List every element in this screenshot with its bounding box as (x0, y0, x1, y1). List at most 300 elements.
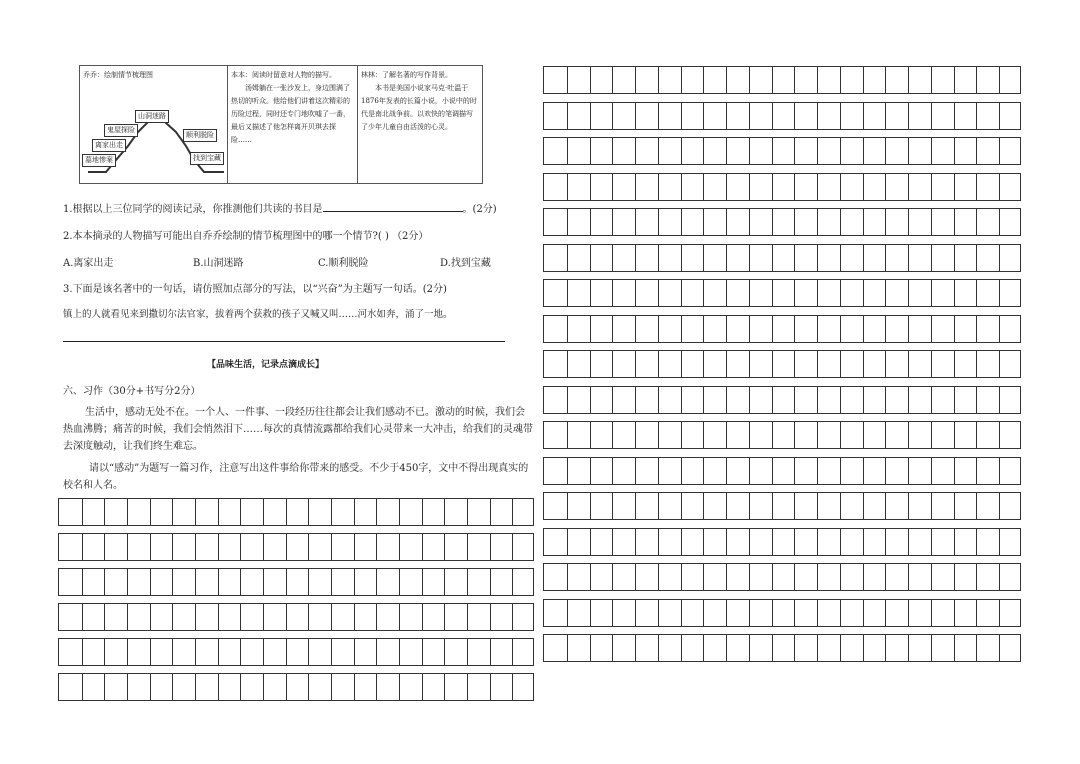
grid-cell-divider (954, 103, 955, 129)
grid-cell-divider (286, 499, 287, 525)
grid-cell-divider (354, 534, 355, 560)
grid-cell-divider (908, 564, 909, 590)
grid-cell-divider (354, 499, 355, 525)
grid-cell-divider (681, 458, 682, 484)
grid-cell-divider (376, 569, 377, 595)
grid-cell-divider (772, 422, 773, 448)
grid-cell-divider (794, 387, 795, 413)
grid-cell-divider (840, 209, 841, 235)
writing-grid-left[interactable] (58, 498, 534, 704)
grid-cell-divider (954, 422, 955, 448)
grid-cell-divider (195, 604, 196, 630)
grid-cell-divider (127, 534, 128, 560)
grid-cell-divider (308, 639, 309, 665)
grid-cell-divider (104, 674, 105, 700)
grid-cell-divider (567, 209, 568, 235)
grid-cell-divider (467, 604, 468, 630)
plot-label-graveyard: 墓地惨案 (82, 154, 116, 167)
grid-row[interactable] (58, 498, 534, 526)
grid-cell-divider (749, 422, 750, 448)
grid-cell-divider (590, 280, 591, 306)
grid-cell-divider (931, 458, 932, 484)
grid-cell-divider (658, 564, 659, 590)
grid-cell-divider (703, 458, 704, 484)
grid-cell-divider (749, 209, 750, 235)
grid-cell-divider (863, 316, 864, 342)
grid-cell-divider (263, 604, 264, 630)
grid-cell-divider (817, 245, 818, 271)
grid-cell-divider (567, 635, 568, 661)
grid-cell-divider (681, 174, 682, 200)
grid-cell-divider (817, 138, 818, 164)
grid-row[interactable] (58, 568, 534, 596)
grid-cell-divider (354, 639, 355, 665)
grid-cell-divider (817, 103, 818, 129)
grid-cell-divider (931, 245, 932, 271)
grid-row[interactable] (543, 492, 1021, 520)
grid-cell-divider (954, 351, 955, 377)
grid-cell-divider (703, 351, 704, 377)
grid-cell-divider (635, 280, 636, 306)
grid-cell-divider (794, 564, 795, 590)
grid-row[interactable] (543, 457, 1021, 485)
grid-cell-divider (354, 674, 355, 700)
option-d: D.找到宝藏 (440, 258, 491, 269)
grid-cell-divider (104, 569, 105, 595)
grid-cell-divider (703, 245, 704, 271)
grid-cell-divider (218, 639, 219, 665)
grid-cell-divider (817, 529, 818, 555)
grid-cell-divider (612, 245, 613, 271)
grid-cell-divider (954, 635, 955, 661)
grid-cell-divider (590, 174, 591, 200)
grid-cell-divider (863, 174, 864, 200)
grid-cell-divider (908, 280, 909, 306)
grid-cell-divider (885, 351, 886, 377)
grid-cell-divider (772, 493, 773, 519)
grid-cell-divider (931, 138, 932, 164)
grid-cell-divider (150, 674, 151, 700)
grid-cell-divider (794, 458, 795, 484)
grid-cell-divider (512, 534, 513, 560)
grid-cell-divider (635, 316, 636, 342)
grid-cell-divider (612, 564, 613, 590)
grid-cell-divider (749, 67, 750, 93)
grid-cell-divider (127, 499, 128, 525)
character-note-text: 汤姆躺在一张沙发上，身边围满了热切的听众。他给他们讲着这次精彩的历险过程，同时还专门地吹嘘了一番，最后又描述了他怎样离开贝琪去探险…… (231, 84, 350, 144)
grid-cell-divider (840, 564, 841, 590)
grid-cell-divider (376, 534, 377, 560)
grid-cell-divider (658, 529, 659, 555)
question-2: 2.本本摘录的人物描写可能出自乔乔绘制的情节梳理图中的哪一个情节?( ) （2分） (63, 231, 429, 242)
grid-cell-divider (794, 67, 795, 93)
question-3-quote: 镇上的人就看见来到撒切尔法官家，拔着两个获救的孩子又喊又叫……河水如奔，涌了一地。 (63, 309, 453, 320)
grid-cell-divider (331, 499, 332, 525)
grid-cell-divider (376, 604, 377, 630)
grid-cell-divider (590, 387, 591, 413)
grid-cell-divider (490, 639, 491, 665)
grid-cell-divider (931, 493, 932, 519)
grid-cell-divider (331, 639, 332, 665)
grid-cell-divider (376, 674, 377, 700)
grid-cell-divider (772, 138, 773, 164)
grid-row[interactable] (543, 279, 1021, 307)
grid-cell-divider (681, 635, 682, 661)
grid-row[interactable] (543, 66, 1021, 94)
grid-cell-divider (703, 635, 704, 661)
grid-cell-divider (703, 138, 704, 164)
grid-cell-divider (567, 529, 568, 555)
grid-cell-divider (908, 103, 909, 129)
grid-cell-divider (635, 422, 636, 448)
grid-cell-divider (218, 604, 219, 630)
grid-cell-divider (681, 387, 682, 413)
grid-cell-divider (490, 674, 491, 700)
grid-cell-divider (863, 422, 864, 448)
grid-cell-divider (976, 529, 977, 555)
grid-cell-divider (612, 600, 613, 626)
grid-row[interactable] (543, 208, 1021, 236)
grid-cell-divider (863, 245, 864, 271)
grid-cell-divider (749, 493, 750, 519)
grid-cell-divider (954, 245, 955, 271)
grid-cell-divider (840, 422, 841, 448)
grid-cell-divider (908, 600, 909, 626)
grid-cell-divider (590, 529, 591, 555)
grid-cell-divider (590, 600, 591, 626)
grid-row[interactable] (543, 421, 1021, 449)
grid-cell-divider (772, 103, 773, 129)
grid-cell-divider (635, 351, 636, 377)
grid-cell-divider (840, 138, 841, 164)
grid-cell-divider (863, 103, 864, 129)
grid-cell-divider (681, 564, 682, 590)
question-1-text: 1.根据以上三位同学的阅读记录，你推测他们共读的书目是 (63, 204, 323, 215)
grid-cell-divider (976, 493, 977, 519)
grid-cell-divider (467, 674, 468, 700)
grid-cell-divider (127, 569, 128, 595)
grid-cell-divider (331, 674, 332, 700)
grid-cell-divider (817, 422, 818, 448)
question-3-answer-line[interactable] (63, 341, 505, 342)
grid-cell-divider (794, 174, 795, 200)
grid-cell-divider (150, 534, 151, 560)
grid-cell-divider (467, 569, 468, 595)
grid-row[interactable] (543, 244, 1021, 272)
grid-row[interactable] (543, 350, 1021, 378)
grid-cell-divider (308, 534, 309, 560)
grid-cell-divider (658, 103, 659, 129)
grid-cell-divider (794, 280, 795, 306)
grid-cell-divider (976, 103, 977, 129)
grid-row[interactable] (58, 673, 534, 701)
grid-cell-divider (863, 493, 864, 519)
grid-cell-divider (612, 67, 613, 93)
grid-cell-divider (82, 639, 83, 665)
grid-cell-divider (931, 387, 932, 413)
grid-cell-divider (512, 639, 513, 665)
grid-cell-divider (150, 639, 151, 665)
grid-cell-divider (658, 138, 659, 164)
grid-cell-divider (490, 569, 491, 595)
grid-cell-divider (726, 387, 727, 413)
grid-cell-divider (908, 493, 909, 519)
grid-cell-divider (635, 600, 636, 626)
grid-cell-divider (999, 103, 1000, 129)
grid-cell-divider (863, 209, 864, 235)
grid-cell-divider (726, 67, 727, 93)
grid-cell-divider (772, 564, 773, 590)
grid-cell-divider (286, 639, 287, 665)
grid-cell-divider (885, 280, 886, 306)
grid-cell-divider (976, 351, 977, 377)
grid-cell-divider (590, 316, 591, 342)
grid-cell-divider (794, 245, 795, 271)
grid-cell-divider (512, 569, 513, 595)
grid-cell-divider (840, 103, 841, 129)
grid-cell-divider (240, 604, 241, 630)
grid-cell-divider (954, 529, 955, 555)
grid-row[interactable] (543, 315, 1021, 343)
grid-cell-divider (422, 639, 423, 665)
question-1-answer-blank[interactable] (323, 211, 463, 212)
grid-cell-divider (908, 138, 909, 164)
grid-cell-divider (976, 635, 977, 661)
grid-cell-divider (794, 103, 795, 129)
grid-cell-divider (885, 529, 886, 555)
grid-cell-divider (726, 138, 727, 164)
grid-cell-divider (240, 569, 241, 595)
grid-cell-divider (999, 280, 1000, 306)
grid-cell-divider (726, 245, 727, 271)
grid-cell-divider (726, 316, 727, 342)
grid-cell-divider (885, 138, 886, 164)
grid-cell-divider (567, 387, 568, 413)
grid-cell-divider (422, 534, 423, 560)
grid-cell-divider (976, 422, 977, 448)
grid-cell-divider (240, 639, 241, 665)
plot-map-cell (80, 66, 228, 183)
grid-row[interactable] (58, 533, 534, 561)
grid-cell-divider (376, 639, 377, 665)
grid-cell-divider (999, 209, 1000, 235)
grid-cell-divider (772, 635, 773, 661)
grid-cell-divider (817, 174, 818, 200)
grid-cell-divider (817, 67, 818, 93)
grid-cell-divider (885, 209, 886, 235)
grid-row[interactable] (543, 599, 1021, 627)
grid-cell-divider (658, 600, 659, 626)
grid-cell-divider (703, 529, 704, 555)
grid-cell-divider (772, 529, 773, 555)
grid-cell-divider (772, 458, 773, 484)
grid-cell-divider (885, 387, 886, 413)
grid-cell-divider (749, 174, 750, 200)
grid-row[interactable] (543, 563, 1021, 591)
grid-cell-divider (612, 103, 613, 129)
grid-cell-divider (999, 635, 1000, 661)
grid-cell-divider (590, 458, 591, 484)
grid-cell-divider (976, 564, 977, 590)
grid-cell-divider (931, 600, 932, 626)
grid-cell-divider (567, 600, 568, 626)
grid-cell-divider (590, 351, 591, 377)
grid-cell-divider (422, 569, 423, 595)
grid-cell-divider (976, 245, 977, 271)
grid-cell-divider (931, 635, 932, 661)
grid-cell-divider (954, 280, 955, 306)
grid-cell-divider (308, 499, 309, 525)
grid-cell-divider (908, 209, 909, 235)
grid-cell-divider (331, 534, 332, 560)
grid-cell-divider (954, 67, 955, 93)
grid-cell-divider (931, 174, 932, 200)
grid-cell-divider (908, 387, 909, 413)
grid-cell-divider (703, 387, 704, 413)
grid-cell-divider (172, 534, 173, 560)
grid-cell-divider (931, 422, 932, 448)
grid-cell-divider (590, 635, 591, 661)
grid-cell-divider (999, 422, 1000, 448)
grid-cell-divider (726, 174, 727, 200)
grid-cell-divider (908, 458, 909, 484)
grid-cell-divider (749, 316, 750, 342)
grid-cell-divider (590, 564, 591, 590)
grid-cell-divider (567, 493, 568, 519)
grid-cell-divider (999, 174, 1000, 200)
grid-cell-divider (863, 280, 864, 306)
grid-row[interactable] (58, 603, 534, 631)
writing-grid-right[interactable] (543, 66, 1021, 669)
grid-cell-divider (931, 280, 932, 306)
grid-cell-divider (82, 674, 83, 700)
grid-cell-divider (976, 138, 977, 164)
grid-cell-divider (703, 422, 704, 448)
grid-row[interactable] (58, 638, 534, 666)
grid-cell-divider (612, 316, 613, 342)
grid-cell-divider (658, 316, 659, 342)
grid-cell-divider (590, 422, 591, 448)
grid-cell-divider (612, 138, 613, 164)
grid-cell-divider (681, 67, 682, 93)
grid-cell-divider (749, 280, 750, 306)
grid-cell-divider (444, 534, 445, 560)
grid-cell-divider (567, 103, 568, 129)
grid-cell-divider (772, 316, 773, 342)
grid-cell-divider (794, 600, 795, 626)
grid-cell-divider (172, 569, 173, 595)
grid-cell-divider (590, 209, 591, 235)
option-c: C.顺利脱险 (318, 258, 369, 269)
grid-cell-divider (444, 639, 445, 665)
grid-cell-divider (908, 316, 909, 342)
grid-row[interactable] (543, 102, 1021, 130)
grid-cell-divider (794, 529, 795, 555)
grid-cell-divider (726, 493, 727, 519)
grid-row[interactable] (543, 137, 1021, 165)
grid-cell-divider (612, 174, 613, 200)
question-1-score: 。(2分) (462, 204, 497, 215)
grid-cell-divider (658, 493, 659, 519)
grid-cell-divider (444, 499, 445, 525)
grid-cell-divider (512, 674, 513, 700)
grid-row[interactable] (543, 528, 1021, 556)
grid-row[interactable] (543, 634, 1021, 662)
grid-cell-divider (840, 635, 841, 661)
grid-cell-divider (726, 600, 727, 626)
grid-cell-divider (794, 351, 795, 377)
grid-cell-divider (195, 499, 196, 525)
section-paragraph-1: 生活中，感动无处不在。一个人、一件事、一段经历往往都会让我们感动不已。激动的时候，我们会热血沸腾；痛苦的时候，我们会悄然泪下……每次的真情流露都给我们心灵带来一大冲击，给我们的灵魂带去深度触动，让我们终生难忘。 (63, 407, 533, 452)
grid-cell-divider (681, 138, 682, 164)
grid-row[interactable] (543, 386, 1021, 414)
grid-row[interactable] (543, 173, 1021, 201)
grid-cell-divider (954, 387, 955, 413)
grid-cell-divider (263, 639, 264, 665)
grid-cell-divider (863, 600, 864, 626)
grid-cell-divider (658, 351, 659, 377)
grid-cell-divider (286, 569, 287, 595)
grid-cell-divider (726, 351, 727, 377)
grid-cell-divider (931, 103, 932, 129)
grid-cell-divider (976, 316, 977, 342)
grid-cell-divider (444, 569, 445, 595)
grid-cell-divider (399, 499, 400, 525)
grid-cell-divider (749, 138, 750, 164)
grid-cell-divider (954, 138, 955, 164)
grid-cell-divider (817, 387, 818, 413)
grid-cell-divider (658, 458, 659, 484)
grid-cell-divider (703, 209, 704, 235)
grid-cell-divider (195, 674, 196, 700)
grid-cell-divider (263, 674, 264, 700)
grid-cell-divider (840, 245, 841, 271)
grid-cell-divider (635, 138, 636, 164)
grid-cell-divider (908, 245, 909, 271)
grid-cell-divider (794, 316, 795, 342)
grid-cell-divider (954, 458, 955, 484)
grid-cell-divider (931, 351, 932, 377)
grid-cell-divider (681, 422, 682, 448)
grid-cell-divider (840, 67, 841, 93)
grid-cell-divider (635, 387, 636, 413)
grid-cell-divider (749, 458, 750, 484)
grid-cell-divider (308, 604, 309, 630)
grid-cell-divider (681, 280, 682, 306)
grid-cell-divider (218, 674, 219, 700)
grid-cell-divider (840, 174, 841, 200)
grid-cell-divider (612, 422, 613, 448)
grid-cell-divider (467, 639, 468, 665)
background-note-title: 林林：了解名著的写作背景。 (361, 71, 452, 79)
grid-cell-divider (885, 174, 886, 200)
grid-cell-divider (308, 569, 309, 595)
grid-cell-divider (444, 604, 445, 630)
grid-cell-divider (612, 635, 613, 661)
grid-cell-divider (82, 499, 83, 525)
grid-cell-divider (567, 245, 568, 271)
grid-cell-divider (635, 209, 636, 235)
grid-cell-divider (772, 245, 773, 271)
grid-cell-divider (658, 280, 659, 306)
grid-cell-divider (567, 316, 568, 342)
grid-cell-divider (127, 604, 128, 630)
grid-cell-divider (794, 209, 795, 235)
section-title: 六、习作（30分+书写分2分） (63, 386, 201, 397)
grid-cell-divider (240, 499, 241, 525)
grid-cell-divider (863, 458, 864, 484)
grid-cell-divider (567, 422, 568, 448)
